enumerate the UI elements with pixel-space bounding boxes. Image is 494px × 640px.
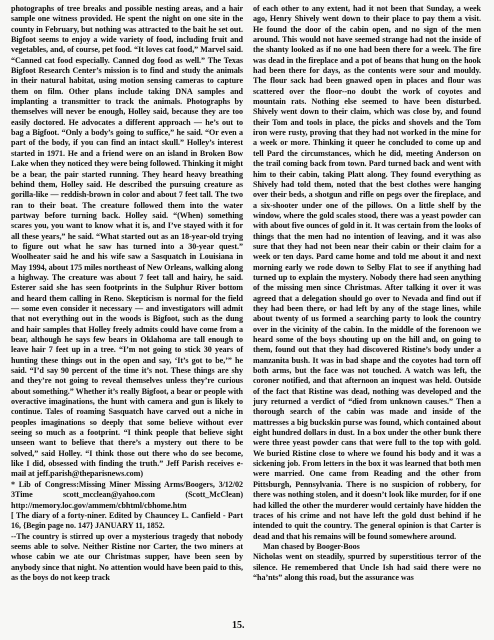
diary-paragraph-start: --The country is stirred up over a mysterious tragedy that nobody seems able to solve. Neither Ristine nor Carter, the two miners at whose cabin we ate our Christmas supper, have been seen by anybody since that night. No attention would have been paid to this, as the boys do not keep track xyxy=(11,531,243,582)
right-text-column xyxy=(253,4,481,583)
diary-paragraph-continued: of each other to any extent, had it not been that Sunday, a week ago, Henry Shively went down to their place to pay them a visit. He found the door of the cabin open, and no sign of the men around. This would not have seemed strange had not the inside of the shanty looked as if no one had been there for a week. The fire was dead in the fireplace and a pot of beans that hung on the hook had been there for days, as the contents were sour and mouldy. The flour sack had been gnawed open in places and flour was scattered over the floor--no doubt the work of coyotes and mountain rats. Nothing else seemed to have been disturbed. Shively went down to their claim, which was close by, and found their Tom and tools in place, the picks and shovels and the Tom iron were rusty, proving that they had not worked in the mine for a week or more. Thinking it queer he concluded to come up and tell Pard the circumstances, which he did, meeting Anderson on the trail coming back from town. Pard turned back and went with him to their cabin, taking Platt along. They found everything as Shively had told them, noted that the best clothes were hanging over their beds, a shotgun and rifle on pegs over the fireplace, and a six-shooter under one of the pillows. On a little shelf by the window, where the gold scales stood, there was a yeast powder can with about five ounces of gold in it. It was certain from the looks of things that the men had no intention of leaving, and it was also sure that they had not been near their cabin or their claim for a week or ten days. Pard came home and told me about it and next morning early we rode down to Selby Flat to see if anything had turned up to explain the mystery. Nobody there had seen anything of the missing men since Christmas. After talking it over it was agreed that a delegation should go over to Nevada and find out if they had been there, or had left by any of the stage lines, while about twenty of us formed a searching party to look the country over in the vicinity of the cabin. In the middle of the forenoon we heard some of the boys shouting up on the hill and, on going to them, found out that they had discovered Ristine’s body under a manzanita bush. It was in bad shape and the coyotes had torn off both arms, but the face was not touched. A watch was left, the coroner notified, and that afternoon an inquest was held. Outside of the fact that Ristine was dead, nothing was developed and the jury returned a verdict of “died from unknown causes.” Then a thorough search of the cabin was made and inside of the mattresses a big buckskin purse was found, which contained about eight hundred dollars in dust. In a box under the other bunk there were three yeast powder cans that were full to the top with gold. We buried Ristine close to where we found his body and it was a sickening job. From letters in the box it was learned that both men were married. One came from Reading and the other from Pittsburgh, Pennsylvania. There is no suspicion of robbery, for there was nothing stolen, and it doesn’t look like murder, for if one had killed the other the murderer would certainly have hidden the traces of his crime and not have left the gold dust behind if he intended to quit the country. The general opinion is that Carter is dead and that his remains will be found somewhere around. xyxy=(253,4,481,541)
booger-boos-paragraph: Nicholas went on steadily, spurred by superstitious terror of the silence. He remembered that Uncle Ish had said there were no “ha’nts” along this road, but the assurance was xyxy=(253,552,481,582)
citation-library-of-congress: * Lib of Congress:Missing Miner Missing Arms/Boogers, 3/12/02 3Time scott_mcclean@yahoo.com (Scott_McClean) http://memory.loc.gov/ammem/cbhtml/cbhome.htm xyxy=(11,479,243,510)
citation-diary-forty-niner: [ The diary of a forty-niner. Edited by Chauncey L. Canfield - Part 16, {Begin page no. 147} JANUARY 11, 1852. xyxy=(11,510,243,531)
section-heading-booger-boos: Man chased by Booger-Boos xyxy=(263,541,360,551)
left-text-column xyxy=(11,4,243,583)
article-paragraph-bigfoot: photographs of tree breaks and possible nesting areas, and a hair sample one witness provided. He spent the night on one site in the county in February, but nothing was attracted to the bait he set out. Bigfoot seems to enjoy a wide variety of food, including fruit and vegetables, and, of course, pet food. “It loves cat food,” Marvel said. “Canned cat food especially. Canned dog food as well.” The Texas Bigfoot Research Center’s mission is to find and study the animals in their natural habitat, using motion sensing cameras to capture them on film. Other plans include taking DNA samples and implanting a transmitter to track the animals. Photographs by themselves will never be enough, Holley said, because they are too easily doctored. He advocates a different approach — he’s out to bag a Bigfoot. “Only a body’s going to suffice,” he said. “Or even a part of the body, if you can find an intact skull.” Holley’s interest started in 1971. He and a friend were on an island in Broken Bow Lake when they noticed they were being followed. Thinking it might be a bear, the pair started running. They heard heavy breathing behind them, Holley said. He described the pursuing creature as gorilla-like — reddish-brown in color and about 7 feet tall. The two ran to their boat. The creature followed them into the water partway before turning back. Holley said. “(When) something scares you, you want to know what it is, and I’ve stayed with it for all these years,” he said. “What started out as an 18-year-old trying to figure out what he saw has turned into a 30-year quest.” Woolheater said he and his wife saw a Sasquatch in Louisiana in May 1994, about 175 miles northeast of New Orleans, walking along a highway. The creature was about 7 feet tall and hairy, he said. Esterer said she has seen footprints in the Sulphur River bottom and heard them calling in Reno. Skepticism is normal for the field — some even consider it necessary — and investigators will admit that not everything out in the woods is Bigfoot, such as the dung and hair samples that Holley freely admits could have come from a bear, although he says few bears in Oklahoma are tall enough to leave hair 7 feet up in a tree. “I’m not going to stick 30 years of hunting these things out in the open and say, ‘It’s got to be,’” he said. “I’d say 90 percent of the time it’s not. These things are shy and they’re not going to reveal themselves unless they’re curious about something.” Whether it’s really Bigfoot, a bear or people with overactive imaginations, the hunt with camera and gun is likely to continue. Tales of roaming Sasquatch have carved out a niche in peoples imaginations so deeply that some believe without ever seeing so much as a footprint. “I think people that believe sight unseen want to believe that there’s a mystery out there to be solved,” said Holley. “I think those out there who do see become, like I did, obsessed with finding the truth.” Jeff Parish receives e-mail at jeff.parish@theparisnews.com) xyxy=(11,4,243,479)
page-number: 15. xyxy=(232,620,245,631)
